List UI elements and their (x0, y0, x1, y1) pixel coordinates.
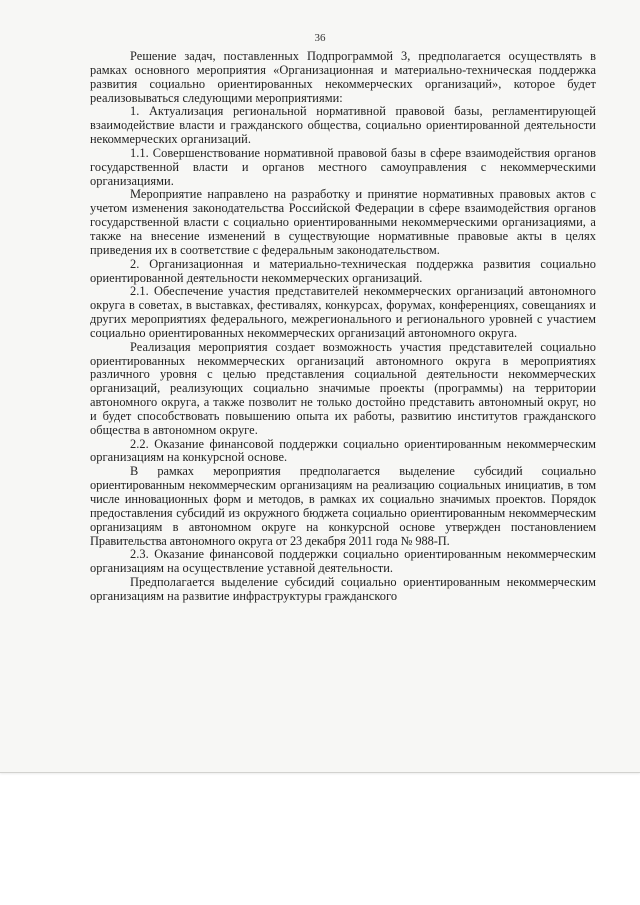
paragraph: 2. Организационная и материально-техническая поддержка развития социально ориентированной деятельности некоммерческих организаций. (90, 256, 596, 285)
paragraph: 2.1. Обеспечение участия представителей некоммерческих организаций автономного округа в советах, в выставках, фестивалях, конкурсах, форумах, конференциях, совещаниях и других мероприятиях федерального, межрегионального и регионального уровней с участием социально ориентированных некоммерческих организаций автономного округа. (90, 284, 596, 340)
paragraph: Предполагается выделение субсидий социально ориентированным некоммерческим организациям на развитие инфраструктуры гражданского (90, 575, 596, 603)
paragraph: 1. Актуализация региональной нормативной правовой базы, регламентирующей взаимодействие власти и гражданского общества, социально ориентированной деятельности некоммерческих организаций. (90, 104, 596, 147)
paragraph: В рамках мероприятия предполагается выделение субсидий социально ориентированным некоммерческим организациям на реализацию социальных инициатив, в том числе инновационных форм и методов, в рамках их социально значимых проектов. Порядок предоставления субсидий из окружного бюджета социально ориентированным некоммерческим организациям в автономном округе на конкурсной основе утвержден постановлением Правительства автономного округа от 23 декабря 2011 года № 988-П. (90, 464, 596, 548)
paragraph: Решение задач, поставленных Подпрограммой 3, предполагается осуществлять в рамках основного мероприятия «Организационная и материально-техническая поддержка развития социально ориентированных некоммерческих организаций», которое будет реализовываться следующими мероприятиями: (90, 49, 596, 105)
paragraph: 2.3. Оказание финансовой поддержки социально ориентированным некоммерческим организациям на осуществление уставной деятельности. (90, 547, 596, 576)
page-number: 36 (314, 32, 326, 44)
paragraph: 1.1. Совершенствование нормативной правовой базы в сфере взаимодействия органов государственной власти и органов местного самоуправления с некоммерческими организациями. (90, 145, 596, 188)
document-body (90, 50, 596, 604)
paragraph: 2.2. Оказание финансовой поддержки социально ориентированным некоммерческим организациям на конкурсной основе. (90, 436, 596, 465)
paragraph: Реализация мероприятия создает возможность участия представителей социально ориентированных некоммерческих организаций автономного округа в мероприятиях различного уровня с целью представления социальной деятельности некоммерческих организаций, реализующих социально значимые проекты (программы) на территории автономного округа, а также позволит не только достойно представить автономный округ, но и будет способствовать повышению опыта их работы, развитию институтов гражданского общества в автономном округе. (90, 339, 596, 437)
paragraph: Мероприятие направлено на разработку и принятие нормативных правовых актов с учетом изменения законодательства Российской Федерации в сфере взаимодействия органов государственной власти с социально ориентированными некоммерческими организациями, а также на внесение изменений в существующие нормативные правовые акты в целях приведения их в соответствие с федеральным законодательством. (90, 187, 596, 257)
